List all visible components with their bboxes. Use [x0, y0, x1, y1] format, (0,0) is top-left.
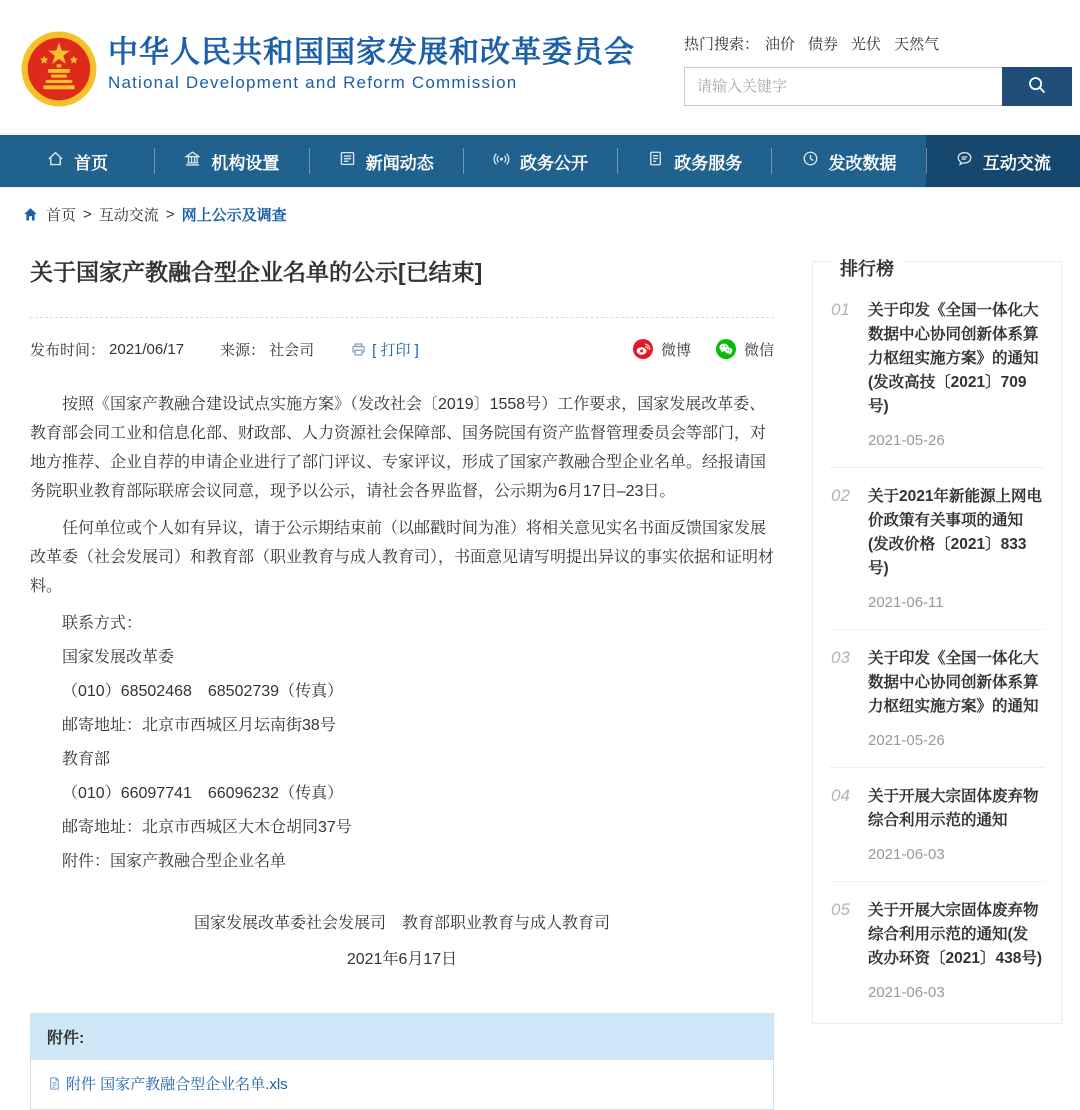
breadcrumb-current[interactable]: 网上公示及调查 — [181, 207, 287, 224]
search-area — [684, 33, 1072, 106]
list-item — [829, 468, 1045, 630]
weibo-icon — [632, 338, 654, 360]
site-title-en: National Development and Reform Commission — [108, 73, 518, 92]
nav-item-home[interactable] — [0, 135, 154, 187]
ranking-box — [812, 261, 1062, 1024]
share-wechat-label: 微信 — [743, 341, 774, 359]
breadcrumb-separator: > — [83, 206, 92, 223]
list-item — [829, 630, 1045, 768]
nav-item-data[interactable] — [771, 135, 925, 187]
nav-item-label: 首页 — [74, 153, 109, 173]
hot-search-link-oil[interactable]: 油价 — [765, 36, 796, 53]
file-icon — [47, 1076, 62, 1091]
hot-search-bar — [684, 33, 1072, 54]
nav-item-label: 互动交流 — [982, 153, 1051, 173]
rank-number: 05 — [831, 900, 850, 919]
article-body — [30, 390, 774, 876]
article-paragraph: （010）68502468 68502739（传真） — [62, 683, 344, 700]
nav-item-org[interactable] — [154, 135, 308, 187]
signature-line: 国家发展改革委社会发展司 教育部职业教育与成人教育司 — [193, 915, 610, 932]
printer-icon — [350, 341, 367, 358]
main-area — [0, 235, 1080, 1110]
rank-item-link[interactable]: 关于开展大宗固体废弃物综合利用示范的通知(发改办环资〔2021〕438号) — [868, 902, 1043, 967]
article-paragraph: 邮寄地址：北京市西城区大木仓胡同37号 — [62, 819, 352, 836]
search-icon — [1027, 75, 1047, 98]
nav-item-services[interactable] — [617, 135, 771, 187]
rank-item-date: 2021-05-26 — [868, 732, 945, 749]
nav-item-label: 机构设置 — [211, 153, 280, 173]
signature-date: 2021年6月17日 — [346, 951, 458, 968]
ranking-title: 排行榜 — [831, 256, 903, 282]
home-icon — [46, 149, 65, 173]
publish-time — [30, 339, 184, 360]
rank-number: 02 — [831, 486, 850, 505]
breadcrumb — [0, 187, 1080, 235]
wechat-icon — [715, 338, 737, 360]
hot-search-label: 热门搜索： — [684, 36, 760, 53]
clock-icon — [801, 149, 820, 173]
share-weibo-label: 微博 — [660, 341, 691, 359]
nav-item-label: 政务服务 — [674, 153, 743, 173]
article-paragraph: 附件：国家产教融合型企业名单 — [62, 853, 287, 870]
site-header — [0, 0, 1080, 135]
chat-icon — [955, 149, 974, 173]
source-label: 来源： — [220, 341, 266, 359]
breadcrumb-link-home[interactable]: 首页 — [46, 207, 77, 224]
article-paragraph: 按照《国家产教融合建设试点实施方案》（发改社会〔2019〕1558号）工作要求，国家发展改革委、教育部会同工业和信息化部、财政部、人力资源社会保障部、国务院国有资产监督管理委员会等部门，对地方推荐、企业自荐的申请企业进行了部门评议、专家评议，形成了国家产教融合型企业名单。经报请国务院职业教育部际联席会议同意，现予以公示，请社会各界监督，公示期为6月17日–23日。 — [30, 396, 767, 500]
attachment-file-name: 附件 国家产教融合型企业名单.xls — [66, 1076, 288, 1093]
article-paragraph: （010）66097741 66096232（传真） — [62, 785, 344, 802]
search-box — [684, 67, 1072, 106]
print-label: [ 打印 ] — [372, 341, 419, 359]
document-icon — [646, 149, 665, 173]
article-meta — [30, 318, 774, 374]
nav-item-news[interactable] — [309, 135, 463, 187]
main-nav — [0, 135, 1080, 187]
hot-search-link-pv[interactable]: 光伏 — [851, 36, 882, 53]
search-input[interactable] — [684, 67, 1002, 106]
hot-search-link-bond[interactable]: 债券 — [808, 36, 839, 53]
share-bar — [632, 338, 774, 360]
list-item — [829, 768, 1045, 882]
rank-item-date: 2021-05-26 — [868, 432, 945, 449]
list-item — [829, 882, 1045, 1019]
article-paragraph: 联系方式： — [62, 615, 143, 632]
institution-icon — [183, 149, 202, 173]
list-item — [829, 282, 1045, 468]
brand-text — [108, 30, 635, 93]
rank-number: 03 — [831, 648, 850, 667]
search-button[interactable] — [1002, 67, 1072, 106]
page-title: 关于国家产教融合型企业名单的公示[已结束] — [30, 259, 483, 285]
article-paragraph: 任何单位或个人如有异议，请于公示期结束前（以邮戳时间为准）将相关意见实名书面反馈国家发展改革委（社会发展司）和教育部（职业教育与成人教育司），书面意见请写明提出异议的事实依据和证明材料。 — [30, 520, 775, 595]
nav-item-label: 新闻动态 — [365, 153, 434, 173]
breadcrumb-separator: > — [165, 206, 175, 223]
rank-item-date: 2021-06-11 — [868, 594, 944, 611]
national-emblem-icon — [20, 30, 98, 108]
breadcrumb-home-icon — [22, 206, 39, 223]
nav-item-interaction[interactable] — [926, 135, 1080, 187]
attachment-header: 附件: — [31, 1014, 773, 1060]
rank-item-date: 2021-06-03 — [868, 846, 945, 863]
nav-item-disclosure[interactable] — [463, 135, 617, 187]
rank-item-link[interactable]: 关于开展大宗固体废弃物综合利用示范的通知 — [868, 788, 1039, 829]
nav-item-label: 发改数据 — [828, 153, 897, 173]
news-icon — [338, 149, 357, 173]
article-paragraph: 邮寄地址：北京市西城区月坛南街38号 — [62, 717, 336, 734]
attachment-body — [31, 1060, 773, 1109]
attachment-file-link[interactable] — [47, 1073, 288, 1094]
publish-date: 2021/06/17 — [109, 340, 185, 358]
site-brand — [20, 30, 635, 108]
attachment-box — [30, 1013, 774, 1110]
hot-search-link-gas[interactable]: 天然气 — [894, 36, 940, 53]
rank-item-date: 2021-06-03 — [868, 984, 945, 1001]
rank-number: 04 — [831, 786, 850, 805]
share-wechat-button[interactable] — [715, 338, 774, 360]
ranking-sidebar — [812, 261, 1062, 1110]
breadcrumb-link-interaction[interactable]: 互动交流 — [98, 207, 159, 224]
article-paragraph: 国家发展改革委 — [62, 649, 175, 666]
rank-item-link[interactable]: 关于印发《全国一体化大数据中心协同创新体系算力枢纽实施方案》的通知 — [868, 650, 1039, 715]
source — [220, 339, 314, 360]
article-paragraph: 教育部 — [62, 751, 111, 768]
print-button[interactable] — [350, 339, 419, 360]
rank-item-link[interactable]: 关于印发《全国一体化大数据中心协同创新体系算力枢纽实施方案》的通知(发改高技〔2021〕709号) — [868, 302, 1039, 415]
rank-number: 01 — [831, 300, 850, 319]
broadcast-icon — [492, 149, 511, 173]
rank-item-link[interactable]: 关于2021年新能源上网电价政策有关事项的通知(发改价格〔2021〕833号) — [868, 488, 1042, 577]
share-weibo-button[interactable] — [632, 338, 691, 360]
site-title-zh: 中华人民共和国国家发展和改革委员会 — [108, 36, 635, 69]
article-column — [22, 235, 782, 1110]
nav-item-label: 政务公开 — [519, 153, 588, 173]
publish-label: 发布时间： — [30, 341, 106, 359]
source-value: 社会司 — [269, 341, 315, 359]
